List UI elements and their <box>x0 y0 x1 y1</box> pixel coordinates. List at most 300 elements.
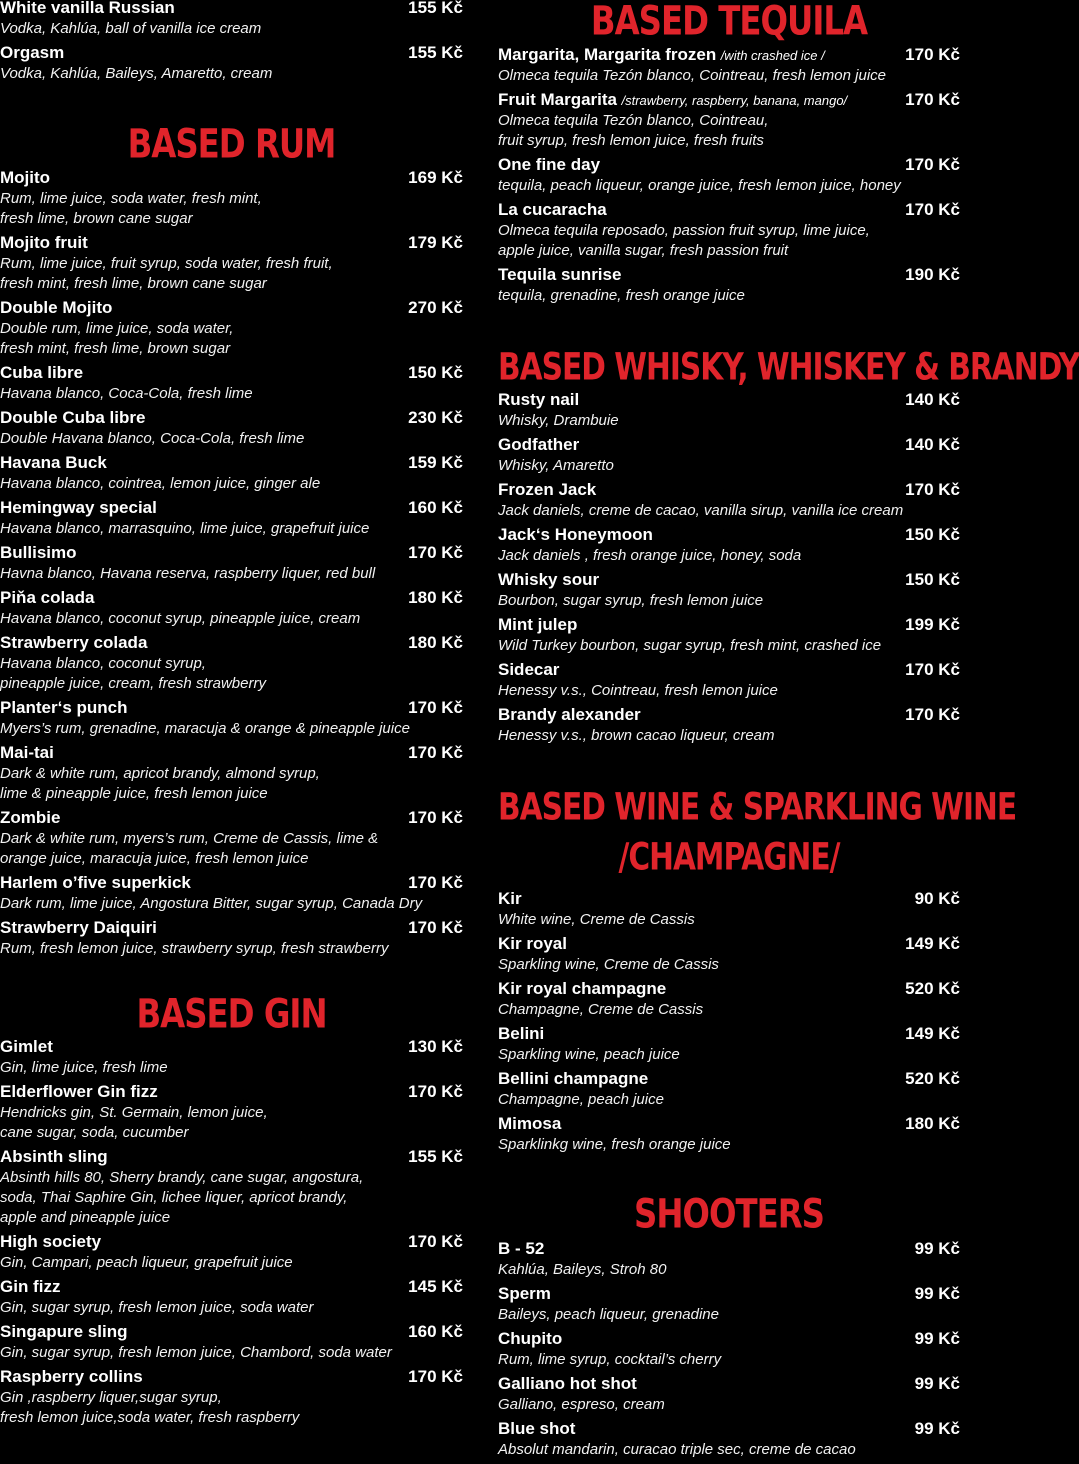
menu-item-name: Kir <box>498 889 522 908</box>
menu-item-name: Kir royal <box>498 934 567 953</box>
menu-item-price: 170 Kč <box>408 1082 463 1101</box>
menu-item-title <box>498 435 579 456</box>
section-based-gin <box>0 992 463 1038</box>
menu-item-price: 145 Kč <box>408 1277 463 1296</box>
menu-item <box>498 934 960 975</box>
menu-item-description: Baileys, peach liqueur, grenadine <box>498 1306 719 1323</box>
menu-item-description: Wild Turkey bourbon, sugar syrup, fresh mint, crashed ice <box>498 637 882 654</box>
menu-item-description: tequila, peach liqueur, orange juice, fresh lemon juice, honey <box>498 177 901 194</box>
menu-item-price: 99 Kč <box>914 1284 960 1303</box>
menu-item-description: Gin, sugar syrup, fresh lemon juice, soda water <box>0 1299 314 1316</box>
menu-item-title <box>0 588 94 609</box>
items-list <box>498 1239 960 1460</box>
menu-item-description: Sparkling wine, Creme de Cassis <box>498 956 719 973</box>
menu-item-title <box>0 1322 128 1343</box>
menu-item-name: Mint julep <box>498 615 578 634</box>
menu-item-title <box>498 1239 544 1260</box>
menu-item-title <box>0 1147 108 1168</box>
menu-item-header <box>498 45 960 66</box>
menu-item-title <box>0 698 128 719</box>
menu-item-name: Zombie <box>0 808 61 827</box>
menu-item-name: Bullisimo <box>0 543 77 562</box>
menu-item <box>0 808 463 869</box>
menu-item <box>0 168 463 229</box>
menu-item <box>0 453 463 494</box>
menu-item <box>498 480 960 521</box>
menu-item-name: Harlem o’five superkick <box>0 873 191 892</box>
menu-item-price: 169 Kč <box>408 168 463 187</box>
section-title-tequila: BASED TEQUILA <box>590 0 868 45</box>
menu-item <box>0 0 463 39</box>
menu-item-price: 190 Kč <box>905 265 960 284</box>
menu-item-name: Brandy alexander <box>498 705 641 724</box>
menu-item-price: 170 Kč <box>408 873 463 892</box>
menu-item-name: Raspberry collins <box>0 1367 143 1386</box>
menu-item <box>498 1329 960 1370</box>
items-list <box>0 0 463 84</box>
menu-item-description: Olmeca tequila reposado, passion fruit syrup, lime juice, apple juice, vanilla sugar, fresh passion fruit <box>498 222 870 259</box>
menu-item-title <box>0 743 54 764</box>
menu-item-description: Dark & white rum, myers’s rum, Creme de Cassis, lime & orange juice, maracuja juice, fresh lemon juice <box>0 830 379 867</box>
menu-item-price: 170 Kč <box>905 155 960 174</box>
menu-item-header <box>0 233 463 254</box>
menu-item-title <box>498 979 666 1000</box>
menu-item-name: Piňa colada <box>0 588 95 607</box>
menu-item <box>0 1232 463 1273</box>
menu-item-header <box>498 200 960 221</box>
menu-item-description: Gin, lime juice, fresh lime <box>0 1059 168 1076</box>
menu-item-name: Elderflower Gin fizz <box>0 1082 158 1101</box>
menu-item-name: Belini <box>498 1024 545 1043</box>
menu-item-price: 170 Kč <box>905 90 960 109</box>
menu-item-description: Sparklinkg wine, fresh orange juice <box>498 1136 731 1153</box>
section-title-whisky: BASED WHISKY, WHISKEY & BRANDY <box>498 344 1079 389</box>
menu-item-price: 180 Kč <box>905 1114 960 1133</box>
section-tequila-items <box>498 45 960 310</box>
menu-item-description: Absinth hills 80, Sherry brandy, cane sugar, angostura, soda, Thai Saphire Gin, lichee liquer, apricot brandy, apple and pineapple juice <box>0 1169 364 1226</box>
menu-item <box>498 265 960 306</box>
menu-item-description: Havana blanco, coconut syrup, pineapple juice, cream <box>0 610 361 627</box>
menu-item-header <box>0 743 463 764</box>
menu-item-name: Strawberry Daiquiri <box>0 918 157 937</box>
menu-item <box>0 1082 463 1143</box>
menu-item <box>0 1277 463 1318</box>
menu-item-header <box>0 298 463 319</box>
menu-item-title <box>0 1367 143 1388</box>
menu-item <box>498 660 960 701</box>
menu-item-header <box>0 918 463 939</box>
menu-item-description: Havna blanco, Havana reserva, raspberry liquer, red bull <box>0 565 376 582</box>
menu-item <box>498 705 960 746</box>
menu-item-description: Dark rum, lime juice, Angostura Bitter, sugar syrup, Canada Dry <box>0 895 423 912</box>
items-list <box>0 1037 463 1428</box>
menu-item-price: 180 Kč <box>408 588 463 607</box>
menu-item-price: 170 Kč <box>905 705 960 724</box>
menu-item-description: Rum, lime juice, fruit syrup, soda water, fresh fruit, fresh mint, fresh lime, brown cane sugar <box>0 255 333 292</box>
menu-item-title <box>498 155 600 176</box>
section-shooters <box>498 1192 960 1238</box>
menu-item-name: Mojito fruit <box>0 233 88 252</box>
menu-item <box>498 1419 960 1460</box>
menu-item <box>0 1147 463 1228</box>
menu-item-header <box>498 265 960 286</box>
menu-item-price: 150 Kč <box>905 525 960 544</box>
menu-item-header <box>498 660 960 681</box>
menu-item-name: Bellini champagne <box>498 1069 649 1088</box>
menu-item-title <box>0 453 107 474</box>
menu-item-name: Double Cuba libre <box>0 408 146 427</box>
menu-item-name: B - 52 <box>498 1239 545 1258</box>
menu-item-header <box>498 705 960 726</box>
menu-item-header <box>498 1374 960 1395</box>
menu-item-title <box>498 90 847 111</box>
menu-item-description: Whisky, Amaretto <box>498 457 614 474</box>
menu-item-header <box>498 435 960 456</box>
menu-item-header <box>0 1082 463 1103</box>
menu-item <box>0 918 463 959</box>
menu-item-description: tequila, grenadine, fresh orange juice <box>498 287 745 304</box>
menu-item-title <box>0 43 64 64</box>
menu-item <box>498 1374 960 1415</box>
menu-item-title <box>0 918 157 939</box>
menu-item-title <box>498 480 596 501</box>
menu-item <box>0 498 463 539</box>
menu-item-price: 170 Kč <box>408 743 463 762</box>
section-based-rum <box>0 122 463 168</box>
menu-item-title <box>0 633 147 654</box>
menu-item-header <box>498 1114 960 1135</box>
menu-item-description: Vodka, Kahlúa, Baileys, Amaretto, cream <box>0 65 273 82</box>
menu-item <box>498 1024 960 1065</box>
menu-item-description: Myers’s rum, grenadine, maracuja & orange & pineapple juice <box>0 720 410 737</box>
menu-item-name: Gin fizz <box>0 1277 61 1296</box>
menu-item-description: Double Havana blanco, Coca-Cola, fresh lime <box>0 430 305 447</box>
menu-item <box>0 698 463 739</box>
menu-item-price: 155 Kč <box>408 0 463 17</box>
section-wine-items <box>498 889 960 1159</box>
menu-item-title <box>498 615 577 636</box>
menu-item-header <box>498 934 960 955</box>
menu-item-description: Jack daniels , fresh orange juice, honey, soda <box>498 547 802 564</box>
menu-item-header <box>0 873 463 894</box>
menu-item <box>0 298 463 359</box>
menu-item-header <box>0 588 463 609</box>
menu-item-header <box>0 1147 463 1168</box>
menu-item <box>498 889 960 930</box>
menu-item-price: 150 Kč <box>408 363 463 382</box>
menu-item-header <box>498 90 960 111</box>
menu-item-description: Hendricks gin, St. Germain, lemon juice, cane sugar, soda, cucumber <box>0 1104 268 1141</box>
menu-item-name: Absinth sling <box>0 1147 108 1166</box>
menu-item-name: Fruit Margarita <box>498 90 618 109</box>
menu-item-name: High society <box>0 1232 102 1251</box>
menu-item-description: White wine, Creme de Cassis <box>498 911 695 928</box>
menu-item-price: 520 Kč <box>905 1069 960 1088</box>
menu-item-title <box>498 705 641 726</box>
menu-item-title <box>498 1284 551 1305</box>
menu-item-header <box>0 43 463 64</box>
menu-item-header <box>498 1419 960 1440</box>
menu-item-name: Hemingway special <box>0 498 157 517</box>
section-top-drinks <box>0 0 463 88</box>
items-list <box>498 390 960 746</box>
menu-item-description: Jack daniels, creme de cacao, vanilla sirup, vanilla ice cream <box>498 502 904 519</box>
menu-item <box>0 43 463 84</box>
menu-item-price: 170 Kč <box>408 808 463 827</box>
section-title-wine-line1: BASED WINE & SPARKLING WINE <box>498 784 1017 829</box>
menu-item-name: Sperm <box>498 1284 551 1303</box>
menu-item-header <box>0 1277 463 1298</box>
menu-item-name: Jack‘s Honeymoon <box>498 525 653 544</box>
menu-item <box>0 363 463 404</box>
section-based-tequila <box>498 0 960 45</box>
menu-item <box>498 435 960 476</box>
menu-item-header <box>498 1069 960 1090</box>
menu-item-price: 180 Kč <box>408 633 463 652</box>
menu-item-title <box>0 543 77 564</box>
menu-item <box>498 1114 960 1155</box>
menu-item-header <box>0 408 463 429</box>
menu-item-title <box>498 265 621 286</box>
menu-item-header <box>0 1367 463 1388</box>
menu-item <box>0 1367 463 1428</box>
menu-item-title <box>498 525 653 546</box>
menu-item-name: Cuba libre <box>0 363 84 382</box>
menu-item-description: Dark & white rum, apricot brandy, almond syrup, lime & pineapple juice, fresh lemon juice <box>0 765 320 802</box>
menu-item-price: 170 Kč <box>408 918 463 937</box>
menu-item-header <box>498 1329 960 1350</box>
items-list <box>498 45 960 306</box>
menu-item-header <box>0 363 463 384</box>
menu-item-description: Champagne, peach juice <box>498 1091 664 1108</box>
menu-item-header <box>0 498 463 519</box>
menu-item-name: Singapure sling <box>0 1322 128 1341</box>
menu-item-header <box>0 453 463 474</box>
menu-item <box>498 1284 960 1325</box>
items-list <box>498 889 960 1155</box>
menu-item-price: 170 Kč <box>408 1232 463 1251</box>
menu-item-name: Mojito <box>0 168 51 187</box>
menu-item <box>498 615 960 656</box>
menu-item-name: Gimlet <box>0 1037 53 1056</box>
menu-item-description: Bourbon, sugar syrup, fresh lemon juice <box>498 592 764 609</box>
menu-item <box>498 570 960 611</box>
section-based-wine <box>498 784 1017 880</box>
menu-item-description: Double rum, lime juice, soda water, fresh mint, fresh lime, brown sugar <box>0 320 234 357</box>
menu-item-title <box>498 1419 575 1440</box>
menu-item-description: Havana blanco, coconut syrup, pineapple juice, cream, fresh strawberry <box>0 655 266 692</box>
menu-item-name: Frozen Jack <box>498 480 597 499</box>
menu-item-price: 130 Kč <box>408 1037 463 1056</box>
menu-item-price: 160 Kč <box>408 1322 463 1341</box>
menu-item-title <box>0 298 112 319</box>
section-title-shooters: SHOOTERS <box>634 1191 824 1238</box>
menu-item-name: Blue shot <box>498 1419 576 1438</box>
menu-item-name: Chupito <box>498 1329 563 1348</box>
menu-item-name: Margarita, Margarita frozen <box>498 45 717 64</box>
menu-item-price: 159 Kč <box>408 453 463 472</box>
menu-item-description: Champagne, Creme de Cassis <box>498 1001 704 1018</box>
menu-item-header <box>498 155 960 176</box>
menu-item-name: Orgasm <box>0 43 65 62</box>
menu-item-title <box>498 1024 544 1045</box>
menu-item-price: 170 Kč <box>408 1367 463 1386</box>
menu-item-price: 270 Kč <box>408 298 463 317</box>
menu-item-price: 140 Kč <box>905 435 960 454</box>
menu-item-name: La cucaracha <box>498 200 607 219</box>
section-shooters-items <box>498 1239 960 1464</box>
menu-item-title <box>498 1374 637 1395</box>
section-rum-items <box>0 168 463 963</box>
menu-item-description: Rum, fresh lemon juice, strawberry syrup, fresh strawberry <box>0 940 389 957</box>
menu-item-name: Tequila sunrise <box>498 265 622 284</box>
menu-item-description: Gin, Campari, peach liqueur, grapefruit juice <box>0 1254 293 1271</box>
menu-item-price: 170 Kč <box>905 45 960 64</box>
menu-item-title <box>498 660 559 681</box>
menu-item-description: Absolut mandarin, curacao triple sec, creme de cacao <box>498 1441 856 1458</box>
menu-item-price: 149 Kč <box>905 934 960 953</box>
menu-item-header <box>0 1037 463 1058</box>
menu-item-price: 99 Kč <box>914 1239 960 1258</box>
menu-item <box>0 1322 463 1363</box>
menu-item-header <box>498 1239 960 1260</box>
menu-item-price: 90 Kč <box>914 889 960 908</box>
menu-item-header <box>498 889 960 910</box>
menu-item-price: 150 Kč <box>905 570 960 589</box>
menu-item-title <box>498 1114 561 1135</box>
menu-item-description: Vodka, Kahlúa, ball of vanilla ice cream <box>0 20 262 37</box>
menu-item-price: 179 Kč <box>408 233 463 252</box>
menu-item-header <box>498 979 960 1000</box>
menu-item <box>0 408 463 449</box>
menu-item-title <box>0 1037 53 1058</box>
menu-item-header <box>498 615 960 636</box>
menu-item-description: Havana blanco, Coca-Cola, fresh lime <box>0 385 253 402</box>
menu-item-title <box>498 934 567 955</box>
menu-item-description: Sparkling wine, peach juice <box>498 1046 680 1063</box>
menu-item-title <box>0 0 175 19</box>
menu-item-price: 155 Kč <box>408 1147 463 1166</box>
menu-item <box>498 200 960 261</box>
menu-item <box>0 633 463 694</box>
menu-item <box>0 543 463 584</box>
menu-item <box>498 1239 960 1280</box>
menu-item-header <box>498 480 960 501</box>
menu-item-price: 99 Kč <box>914 1329 960 1348</box>
menu-item-price: 149 Kč <box>905 1024 960 1043</box>
menu-item-price: 170 Kč <box>408 543 463 562</box>
menu-item-title <box>498 1329 562 1350</box>
menu-item <box>498 979 960 1020</box>
menu-item-name: Sidecar <box>498 660 560 679</box>
menu-item-description: Galliano, espreso, cream <box>498 1396 665 1413</box>
menu-item-title <box>498 45 825 66</box>
menu-item-header <box>498 1284 960 1305</box>
menu-item-note: /strawberry, raspberry, banana, mango/ <box>621 93 848 108</box>
section-title-rum: BASED RUM <box>127 121 336 168</box>
menu-item <box>498 155 960 196</box>
menu-item-name: Rusty nail <box>498 390 580 409</box>
menu-item-title <box>498 570 599 591</box>
menu-item-description: Henessy v.s., brown cacao liqueur, cream <box>498 727 775 744</box>
menu-item-description: Olmeca tequila Tezón blanco, Cointreau, fruit syrup, fresh lemon juice, fresh fruits <box>498 112 769 149</box>
menu-item-name: One fine day <box>498 155 601 174</box>
menu-item-title <box>0 408 145 429</box>
menu-item <box>498 525 960 566</box>
menu-item-header <box>0 543 463 564</box>
menu-item-name: Planter‘s punch <box>0 698 128 717</box>
menu-item-description: Havana blanco, marrasquino, lime juice, grapefruit juice <box>0 520 370 537</box>
menu-item-header <box>498 390 960 411</box>
menu-item-header <box>0 0 463 19</box>
menu-item-title <box>0 808 60 829</box>
menu-item-title <box>0 873 191 894</box>
menu-item-name: Whisky sour <box>498 570 600 589</box>
menu-item-name: Godfather <box>498 435 580 454</box>
menu-item-header <box>0 1322 463 1343</box>
menu-item-title <box>0 1232 101 1253</box>
menu-item-title <box>0 233 88 254</box>
section-gin-items <box>0 1037 463 1432</box>
menu-item-price: 520 Kč <box>905 979 960 998</box>
menu-item-title <box>0 1277 60 1298</box>
menu-item <box>498 45 960 86</box>
menu-item <box>0 873 463 914</box>
menu-item-price: 170 Kč <box>408 698 463 717</box>
section-title-wine-line2: /CHAMPAGNE/ <box>618 834 840 879</box>
menu-item <box>0 743 463 804</box>
menu-item-title <box>498 1069 648 1090</box>
items-list <box>0 168 463 959</box>
menu-item-name: White vanilla Russian <box>0 0 175 17</box>
menu-item-header <box>0 168 463 189</box>
menu-item-title <box>0 363 83 384</box>
menu-item-price: 170 Kč <box>905 480 960 499</box>
menu-item-price: 155 Kč <box>408 43 463 62</box>
menu-item-price: 230 Kč <box>408 408 463 427</box>
menu-item-price: 99 Kč <box>914 1419 960 1438</box>
menu-item-title <box>0 498 157 519</box>
menu-item-price: 99 Kč <box>914 1374 960 1393</box>
menu-item-description: Rum, lime syrup, cocktail’s cherry <box>498 1351 722 1368</box>
section-whisky-items <box>498 390 960 750</box>
menu-item <box>0 233 463 294</box>
menu-item-description: Olmeca tequila Tezón blanco, Cointreau, fresh lemon juice <box>498 67 886 84</box>
menu-item <box>498 1069 960 1110</box>
menu-item-name: Strawberry colada <box>0 633 148 652</box>
menu-item-name: Mimosa <box>498 1114 562 1133</box>
menu-item-description: Gin ,raspberry liquer,sugar syrup, fresh lemon juice,soda water, fresh raspberry <box>0 1389 300 1426</box>
menu-item-price: 160 Kč <box>408 498 463 517</box>
menu-item-price: 170 Kč <box>905 200 960 219</box>
menu-item-note: /with crashed ice / <box>720 48 825 63</box>
menu-item-title <box>498 200 607 221</box>
menu-item-price: 140 Kč <box>905 390 960 409</box>
menu-item-header <box>498 570 960 591</box>
section-based-whisky <box>498 344 1079 390</box>
menu-item-title <box>0 168 50 189</box>
menu-item <box>498 90 960 151</box>
menu-item-header <box>0 698 463 719</box>
menu-item-header <box>498 525 960 546</box>
menu-item-name: Kir royal champagne <box>498 979 667 998</box>
menu-item-description: Rum, lime juice, soda water, fresh mint, fresh lime, brown cane sugar <box>0 190 262 227</box>
menu-item-description: Kahlúa, Baileys, Stroh 80 <box>498 1261 667 1278</box>
menu-item-name: Havana Buck <box>0 453 107 472</box>
menu-item-title <box>498 390 579 411</box>
menu-item-title <box>498 889 522 910</box>
menu-item-title <box>0 1082 158 1103</box>
